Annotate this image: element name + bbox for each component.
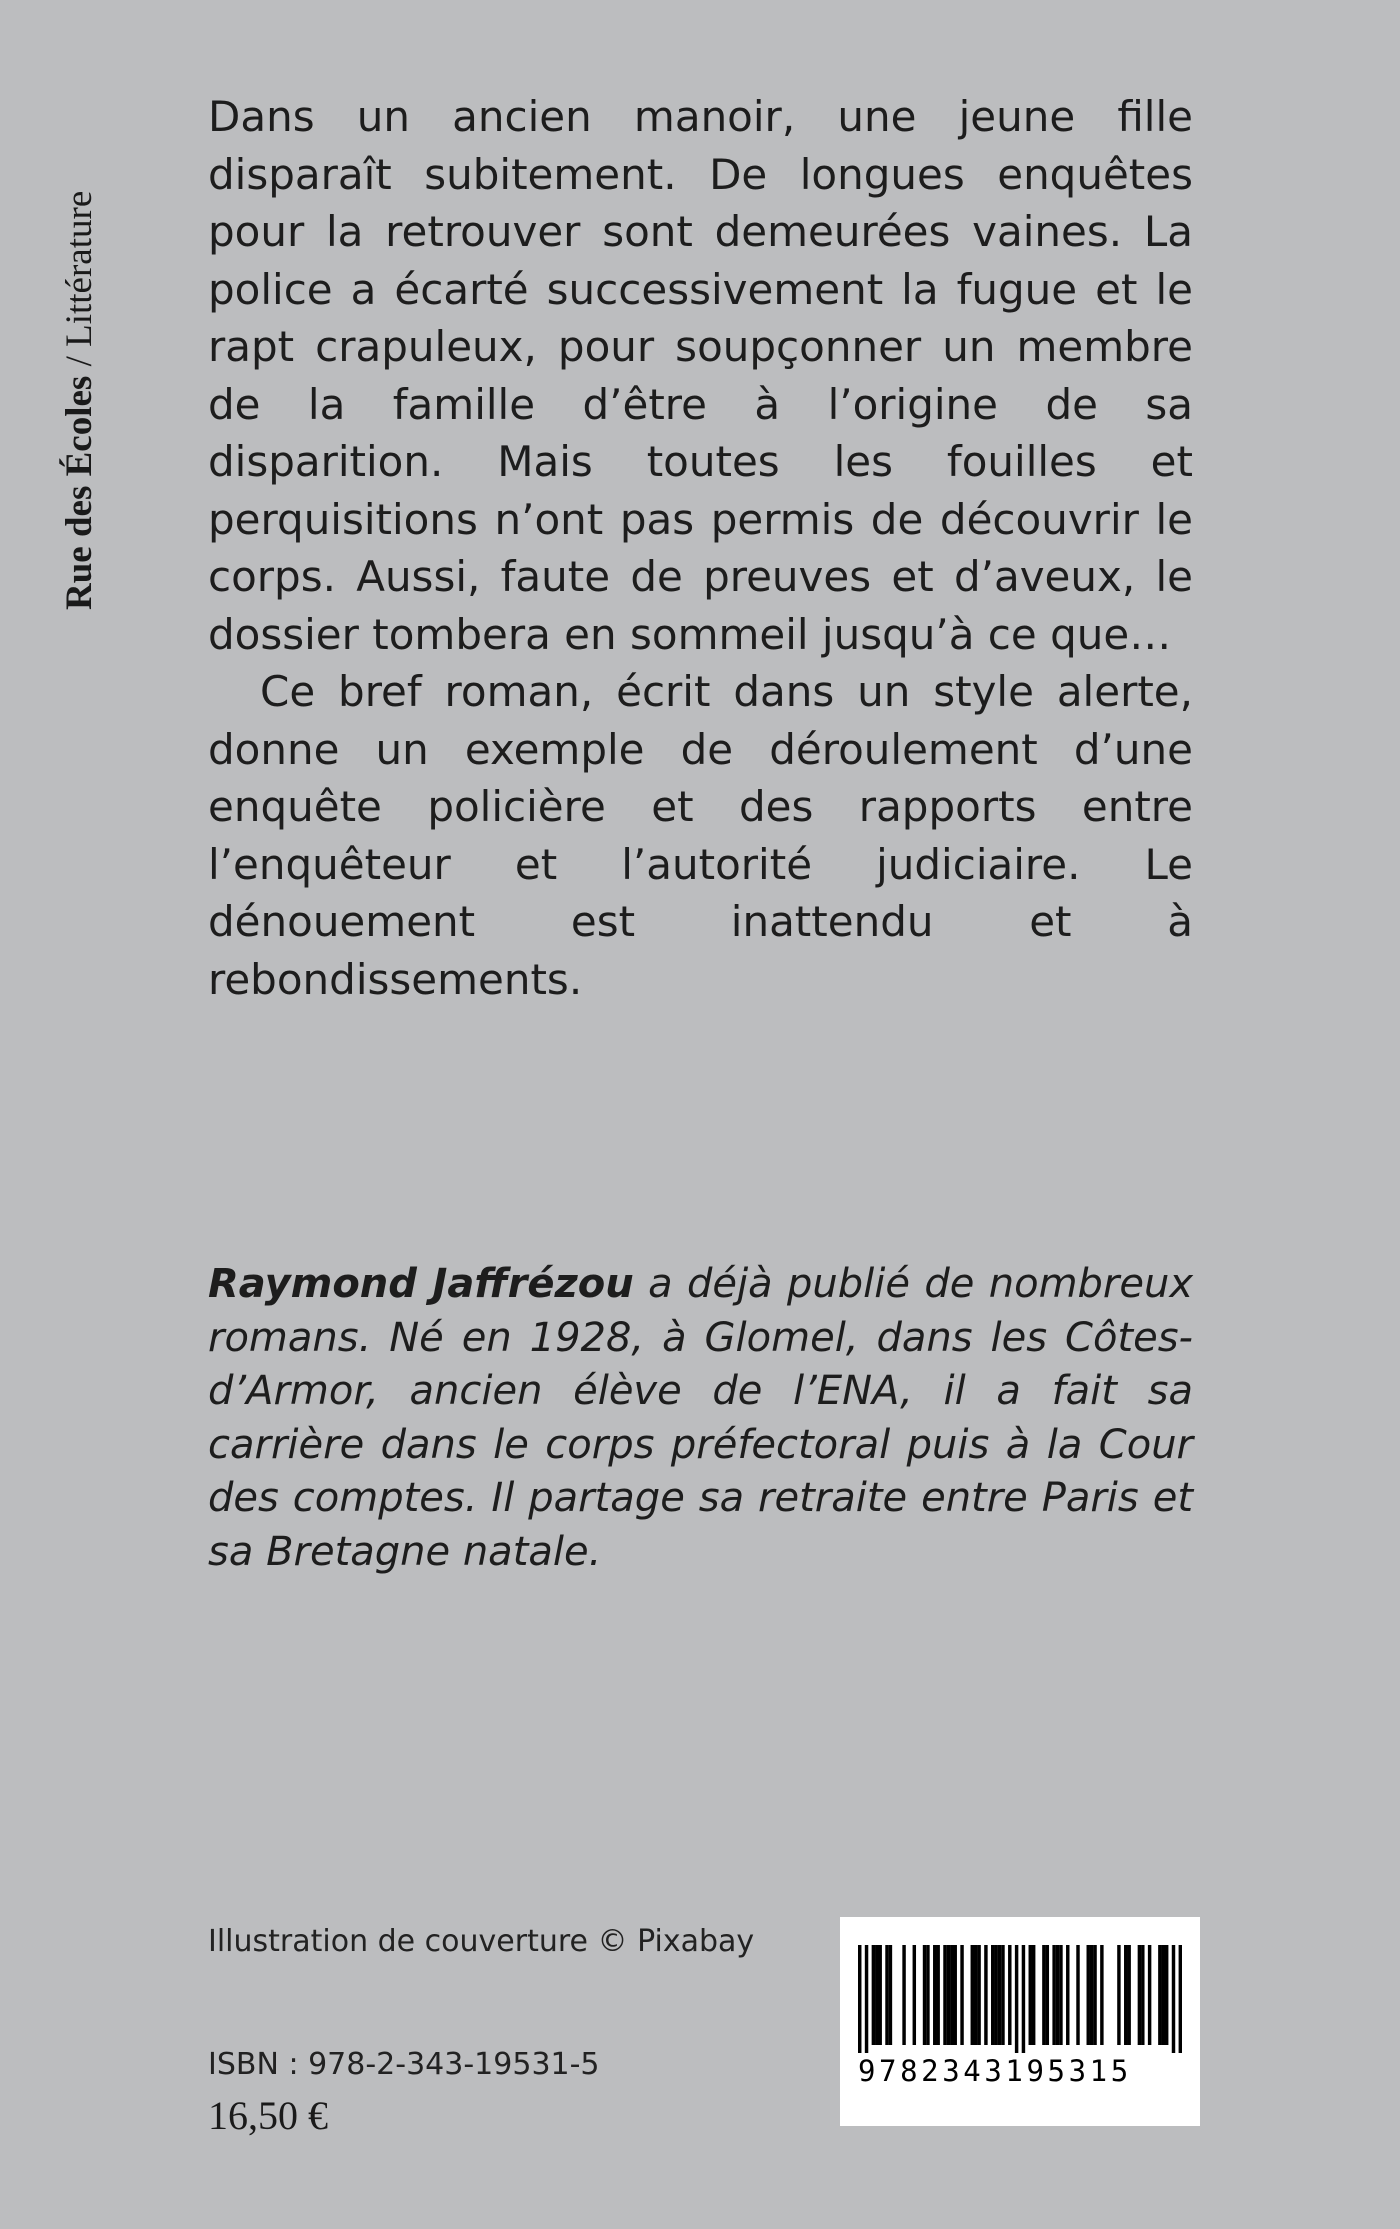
barcode-bar [994,1945,997,2045]
barcode-bar [1087,1945,1090,2045]
barcode-bar [926,1945,929,2045]
barcode-bar [1042,1945,1045,2045]
barcode-bar [865,1945,868,2053]
barcode-bar [1158,1945,1161,2045]
series-category: Littérature [59,190,100,347]
barcode-bar [1052,1945,1055,2045]
synopsis-paragraph-2: Ce bref roman, écrit dans un style alerte, donne un exemple de déroulement d’une enquête policière et des rapports entre l’enquêteur et l’autorité judiciaire. Le dénouement est inattendu et à rebondissements. [208,667,1193,1004]
barcode-bar [1059,1945,1062,2045]
barcode-bar [1029,1945,1032,2045]
barcode-bar [1127,1945,1130,2045]
barcode-bar [1066,1945,1069,2045]
barcode-bar [1093,1945,1096,2045]
barcode-bar [1032,1945,1035,2045]
barcode-bar [971,1945,974,2045]
barcode-bar [1141,1945,1144,2045]
barcode [840,1917,1200,2126]
barcode-bar [913,1945,916,2045]
barcode-bar [1179,1945,1182,2053]
barcode-bar [998,1945,1001,2045]
barcode-bar [1162,1945,1165,2045]
barcode-bar [950,1945,953,2045]
spine-text [58,191,101,610]
barcode-bar [1046,1945,1049,2045]
barcode-bar [933,1945,936,2045]
barcode-bar [878,1945,881,2045]
barcode-bar [885,1945,888,2045]
series-name: Rue des Écoles [59,375,100,610]
barcode-bar [977,1945,980,2045]
barcode-bar [1090,1945,1093,2045]
barcode-bar [984,1945,987,2045]
barcode-bar [1138,1945,1141,2045]
barcode-bar [1148,1945,1151,2045]
isbn: ISBN : 978-2-343-19531-5 [208,2047,600,2082]
barcode-bar [953,1945,956,2045]
barcode-bar [1117,1945,1120,2045]
barcode-bar [936,1945,939,2045]
barcode-bar [991,1945,994,2045]
author-bio [208,1258,1193,1579]
barcode-bar [1001,1945,1004,2045]
barcode-bar [974,1945,977,2045]
barcode-bar [960,1945,963,2045]
spine-separator: / [59,346,100,376]
barcode-bar [889,1945,892,2045]
author-name: Raymond Jaffrézou [208,1261,634,1307]
synopsis-paragraph-1: Dans un ancien manoir, une jeune fille disparaît subitement. De longues enquêtes pour la retrouver sont demeurées vaines. La police a écarté successivement la fugue et le rapt crapuleux, pour soupçonner un membre de la famille d’être à l’origine de sa disparition. Mais toutes les fouilles et perquisitions n’ont pas permis de découvrir le corps. Aussi, faute de preuves et d’aveux, le dossier tombera en sommeil jusqu’à ce que… [208,92,1193,659]
barcode-bar [947,1945,950,2045]
barcode-bar [1022,1945,1025,2053]
barcode-bar [858,1945,861,2053]
barcode-bar [1056,1945,1059,2045]
barcode-bar [1172,1945,1175,2053]
author-bio-text: a déjà publié de nombreux romans. Né en 1928, à Glomel, dans les Côtes-d’Armor, ancien élève de l’ENA, il a fait sa carrière dans le corps préfectoral puis à la Cour des comptes. Il partage sa retraite entre Paris et sa Bretagne natale. [208,1261,1193,1575]
barcode-bar [1165,1945,1168,2045]
barcode-digits: 9782343195315 [858,2054,1132,2088]
barcode-bar [1008,1945,1011,2045]
barcode-bar [875,1945,878,2045]
barcode-bar [1076,1945,1079,2045]
synopsis [208,88,1193,1008]
cover-illustration-credit: Illustration de couverture © Pixabay [208,1924,755,1959]
barcode-bar [902,1945,905,2045]
price: 16,50 € [208,2093,328,2138]
barcode-bar [923,1945,926,2045]
barcode-bar [1015,1945,1018,2053]
barcode-bar [943,1945,946,2045]
barcode-bars [858,1945,1182,2053]
barcode-bar [872,1945,875,2045]
barcode-bar [1124,1945,1127,2045]
barcode-bar [1100,1945,1103,2045]
